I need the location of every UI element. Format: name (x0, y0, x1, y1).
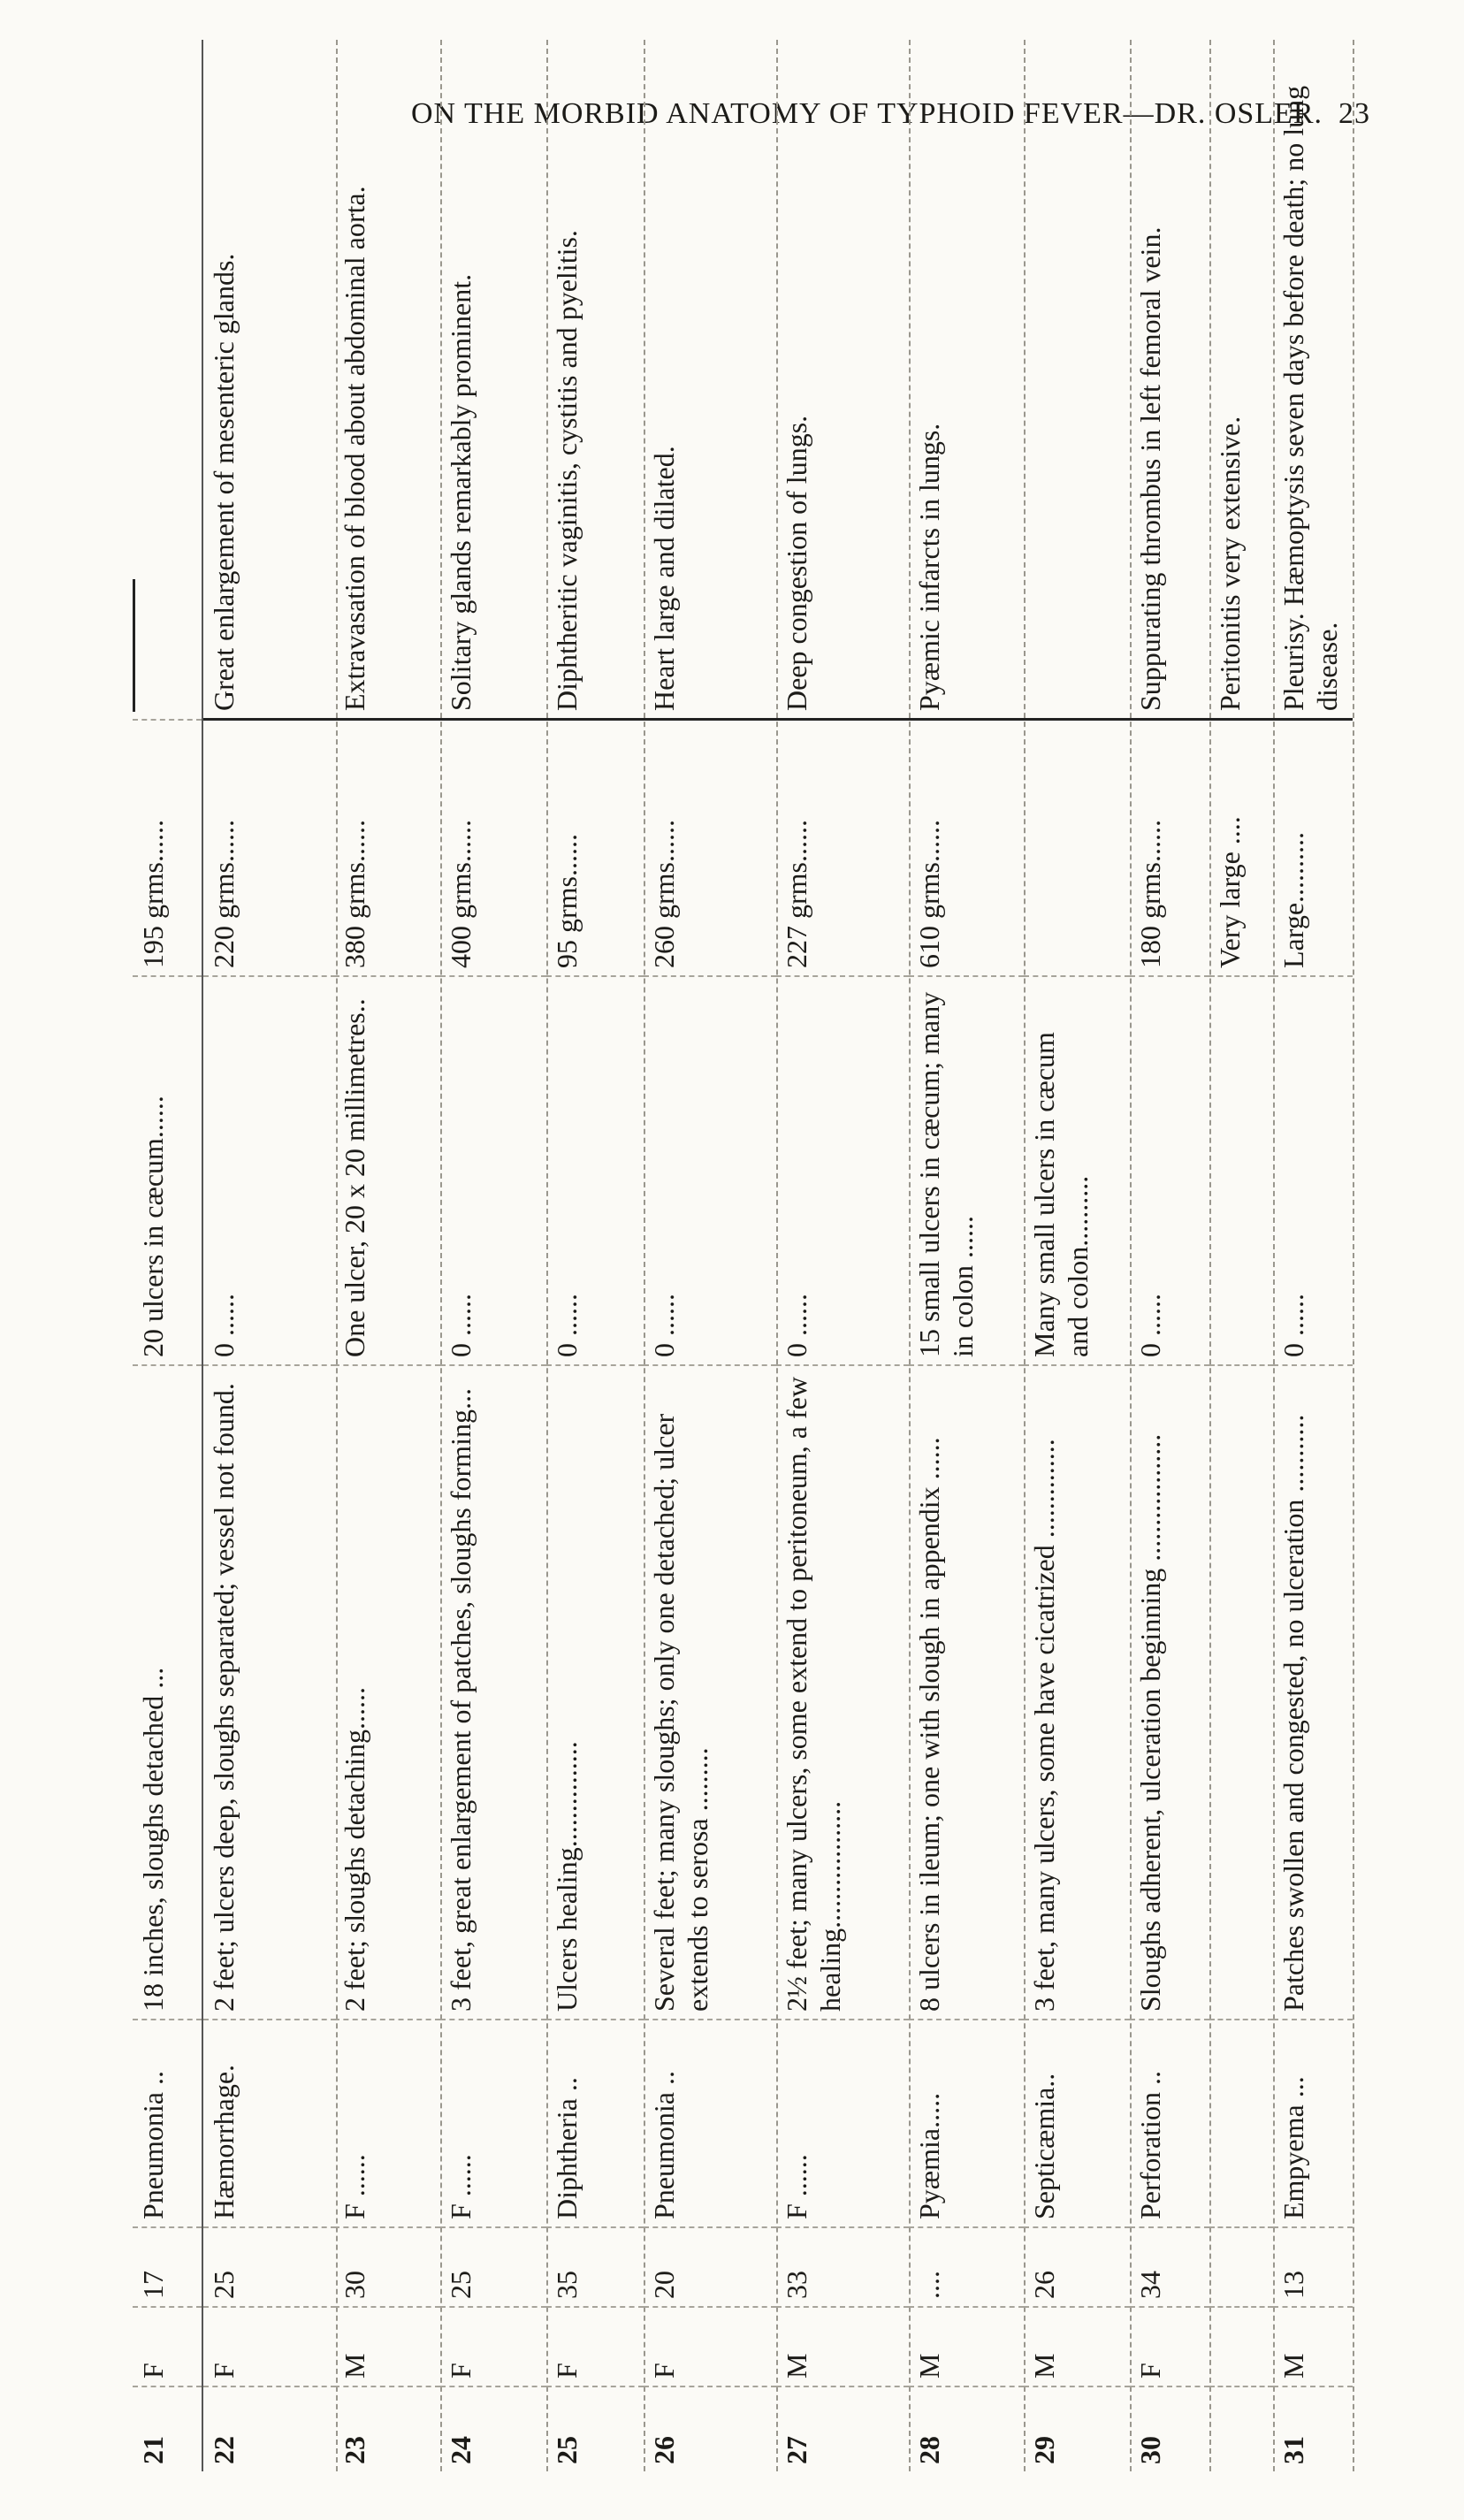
colon-lesions: 0 ...... (776, 977, 909, 1366)
spleen-weight: Very large .... (1209, 721, 1273, 977)
colon-lesions: 0 ...... (440, 977, 546, 1366)
cause-of-death: F ...... (334, 2020, 440, 2228)
case-number: 27 (781, 2436, 812, 2464)
cause-of-death: Hæmorrhage. (203, 2020, 336, 2228)
table-row (546, 40, 645, 2471)
case-age: 34 (1130, 2228, 1209, 2308)
table-row (1130, 40, 1211, 2471)
case-sex (1209, 2308, 1273, 2387)
page-number: 23 (1338, 97, 1370, 130)
remarks: Solitary glands remarkably prominent. (440, 40, 546, 721)
cause-of-death: Pneumonia .. (644, 2020, 776, 2228)
colon-lesions: Many small ulcers in cæcum and colon.......... (1024, 977, 1130, 1366)
remarks: Pyæmic infarcts in lungs. (909, 40, 1024, 721)
remarks: Pleurisy. Hæmoptysis seven days before death; no lung disease. (1273, 40, 1353, 721)
cause-of-death: Septicæmia.. (1024, 2020, 1130, 2228)
ileum-lesions: 18 inches, sloughs detached ... (133, 1366, 202, 2020)
ileum-lesions: Patches swollen and congested, no ulceration ........... (1273, 1366, 1353, 2020)
case-number: 29 (1028, 2436, 1060, 2464)
cause-of-death: Empyema ... (1273, 2020, 1353, 2228)
case-age: 25 (203, 2228, 336, 2308)
case-sex: F (203, 2308, 336, 2387)
case-age: 17 (133, 2228, 202, 2308)
case-sex: F (133, 2308, 202, 2387)
remarks: Diphtheritic vaginitis, cystitis and pyelitis. (546, 40, 644, 721)
colon-lesions: 0 ...... (644, 977, 776, 1366)
spleen-weight: 260 grms...... (644, 721, 776, 977)
ileum-lesions: 2½ feet; many ulcers, some extend to peritoneum, a few healing.................. (776, 1366, 909, 2020)
colon-lesions: 15 small ulcers in cæcum; many in colon ...... (909, 977, 1024, 1366)
spleen-weight (1024, 721, 1130, 977)
ileum-lesions: 3 feet, many ulcers, some have cicatrized .............. (1024, 1366, 1130, 2020)
colon-lesions: One ulcer, 20 x 20 millimetres.. (334, 977, 440, 1366)
case-number: 25 (551, 2436, 583, 2464)
case-age: 30 (334, 2228, 440, 2308)
case-age: 13 (1273, 2228, 1353, 2308)
case-number: 28 (913, 2436, 945, 2464)
case-sex: M (1024, 2308, 1130, 2387)
table-row (776, 40, 911, 2471)
case-age: 20 (644, 2228, 776, 2308)
spleen-weight: 95 grms...... (546, 721, 644, 977)
case-sex: F (644, 2308, 776, 2387)
table-row (334, 40, 442, 2471)
remarks: Heart large and dilated. (644, 40, 776, 721)
spleen-weight: 220 grms...... (203, 721, 336, 977)
table-row (909, 40, 1026, 2471)
case-sex: F (1130, 2308, 1209, 2387)
cause-of-death: Pneumonia .. (133, 2020, 202, 2228)
case-number: 24 (445, 2436, 477, 2464)
colon-lesions: 0 ...... (546, 977, 644, 1366)
case-age: 26 (1024, 2228, 1130, 2308)
remarks: Extravasation of blood about abdominal aorta. (334, 40, 440, 721)
remarks-rule (133, 579, 135, 712)
case-sex: M (776, 2308, 909, 2387)
cause-of-death: F ...... (776, 2020, 909, 2228)
case-number: 23 (339, 2436, 370, 2464)
case-table (133, 40, 1353, 2471)
ileum-lesions: Several feet; many sloughs; only one detached; ulcer extends to serosa ......... (644, 1366, 776, 2020)
case-sex: M (1273, 2308, 1353, 2387)
table-row (1024, 40, 1132, 2471)
spleen-weight: Large.......... (1273, 721, 1353, 977)
cause-of-death: Pyæmia..... (909, 2020, 1024, 2228)
table-row (1209, 40, 1275, 2471)
case-age: .... (909, 2228, 1024, 2308)
case-number: 21 (137, 2436, 169, 2464)
case-number: 22 (208, 2436, 240, 2464)
remarks: Suppurating thrombus in left femoral vein. (1130, 40, 1209, 721)
case-sex: F (546, 2308, 644, 2387)
ileum-lesions: 2 feet; ulcers deep, sloughs separated; vessel not found. (203, 1366, 336, 2020)
ileum-lesions: Ulcers healing............... (546, 1366, 644, 2020)
spleen-weight: 180 grms...... (1130, 721, 1209, 977)
case-age: 35 (546, 2228, 644, 2308)
case-age: 33 (776, 2228, 909, 2308)
spleen-weight: 400 grms...... (440, 721, 546, 977)
remarks: Deep congestion of lungs. (776, 40, 909, 721)
case-sex: M (909, 2308, 1024, 2387)
cause-of-death: Perforation .. (1130, 2020, 1209, 2228)
table-row (644, 40, 778, 2471)
case-number (1209, 2387, 1273, 2471)
cause-of-death (1209, 2020, 1273, 2228)
ileum-lesions: 2 feet; sloughs detaching...... (334, 1366, 440, 2020)
ileum-lesions: 3 feet, great enlargement of patches, sloughs forming... (440, 1366, 546, 2020)
table-row (133, 40, 203, 2471)
ileum-lesions: Sloughs adherent, ulceration beginning .................. (1130, 1366, 1209, 2020)
table-row (202, 40, 338, 2471)
spleen-weight: 195 grms...... (133, 721, 202, 977)
spleen-weight: 227 grms...... (776, 721, 909, 977)
remarks: Peritonitis very extensive. (1209, 40, 1273, 721)
table-row (1273, 40, 1354, 2471)
header-title: ON THE MORBID ANATOMY OF TYPHOID FEVER—DR. OSLER. (411, 97, 1323, 130)
colon-lesions: 0 ...... (1130, 977, 1209, 1366)
remarks (1024, 40, 1130, 721)
ileum-lesions (1209, 1366, 1273, 2020)
case-number: 26 (648, 2436, 680, 2464)
spleen-weight: 380 grms...... (334, 721, 440, 977)
case-sex: F (440, 2308, 546, 2387)
case-number: 31 (1277, 2436, 1309, 2464)
cause-of-death: Diphtheria .. (546, 2020, 644, 2228)
remarks (133, 40, 202, 721)
cause-of-death: F ...... (440, 2020, 546, 2228)
case-age: 25 (440, 2228, 546, 2308)
case-sex: M (334, 2308, 440, 2387)
colon-lesions (1209, 977, 1273, 1366)
case-number: 30 (1134, 2436, 1166, 2464)
case-age (1209, 2228, 1273, 2308)
colon-lesions: 0 ...... (1273, 977, 1353, 1366)
colon-lesions: 0 ...... (203, 977, 336, 1366)
table-row (440, 40, 548, 2471)
remarks: Great enlargement of mesenteric glands. (203, 40, 336, 721)
ileum-lesions: 8 ulcers in ileum; one with slough in appendix ...... (909, 1366, 1024, 2020)
spleen-weight: 610 grms...... (909, 721, 1024, 977)
colon-lesions: 20 ulcers in cæcum...... (133, 977, 202, 1366)
